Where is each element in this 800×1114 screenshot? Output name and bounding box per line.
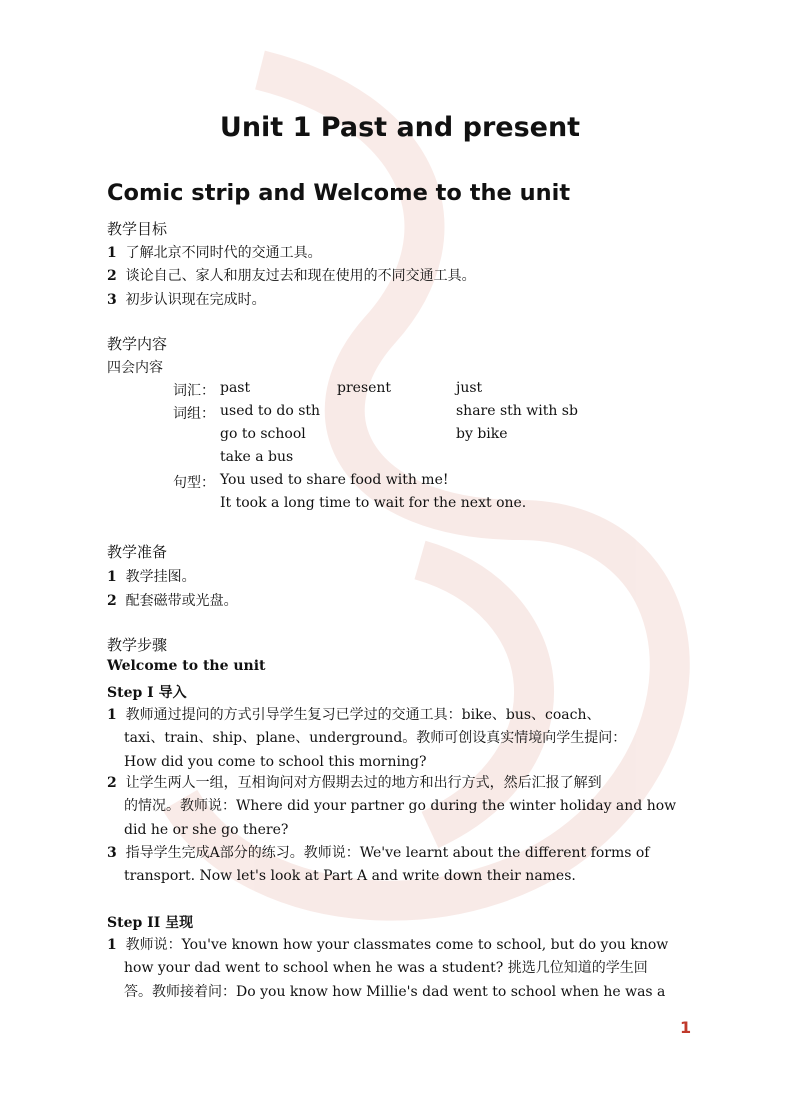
- objectives-heading: 教学目标: [107, 220, 168, 238]
- sentence: You used to share food with me!: [220, 472, 449, 488]
- step1-heading: Step I 导入: [107, 685, 187, 701]
- sentence-label: 句型：: [173, 475, 215, 491]
- sentence: It took a long time to wait for the next one.: [220, 495, 527, 511]
- step2-item: 1 教师说：You've known how your classmates come to school, but do you know how your dad went to school when he was a student? 挑选几位知道的学生回 答。教师接着问：Do you know how Millie's dad went to school when he was a: [107, 937, 669, 1000]
- preparation-item: 1 教学挂图。: [107, 569, 196, 585]
- steps-heading: 教学步骤: [107, 636, 168, 654]
- step2-heading: Step II 呈现: [107, 915, 194, 931]
- vocab-label: 词汇：: [173, 383, 215, 399]
- vocab-word: past: [220, 380, 251, 396]
- content-subheading: 四会内容: [107, 360, 163, 376]
- phrase: by bike: [456, 426, 508, 442]
- content-heading: 教学内容: [107, 335, 168, 353]
- unit-title: Unit 1 Past and present: [219, 112, 581, 143]
- phrase: used to do sth: [220, 403, 321, 419]
- step1-item: 3 指导学生完成A部分的练习。教师说：We've learnt about the different forms of transport. Now let's look at Part A and write down their names.: [107, 845, 650, 885]
- objective-item: 2 谈论自己、家人和朋友过去和现在使用的不同交通工具。: [107, 268, 476, 284]
- vocab-word: just: [456, 380, 483, 396]
- phrase: go to school: [220, 426, 306, 442]
- vocab-word: present: [337, 380, 392, 396]
- objective-item: 3 初步认识现在完成时。: [107, 292, 266, 308]
- phrase: take a bus: [220, 449, 294, 465]
- welcome-heading: Welcome to the unit: [107, 658, 266, 674]
- phrase: share sth with sb: [456, 403, 578, 419]
- preparation-item: 2 配套磁带或光盘。: [107, 593, 238, 609]
- preparation-heading: 教学准备: [107, 543, 168, 561]
- page-number: 1: [680, 1018, 692, 1037]
- step1-item: 2 让学生两人一组，互相询问对方假期去过的地方和出行方式，然后汇报了解到 的情况。教师说：Where did your partner go during the winter holiday and how did he or she go there?: [107, 775, 677, 838]
- phrase-label: 词组：: [173, 406, 215, 422]
- section-title: Comic strip and Welcome to the unit: [107, 180, 571, 206]
- step1-item: 1 教师通过提问的方式引导学生复习已学过的交通工具：bike、bus、coach、 taxi、train、ship、plane、underground。教师可创设真实情境向学生提问： How did you come to school this morning?: [107, 707, 627, 770]
- objective-item: 1 了解北京不同时代的交通工具。: [107, 245, 322, 261]
